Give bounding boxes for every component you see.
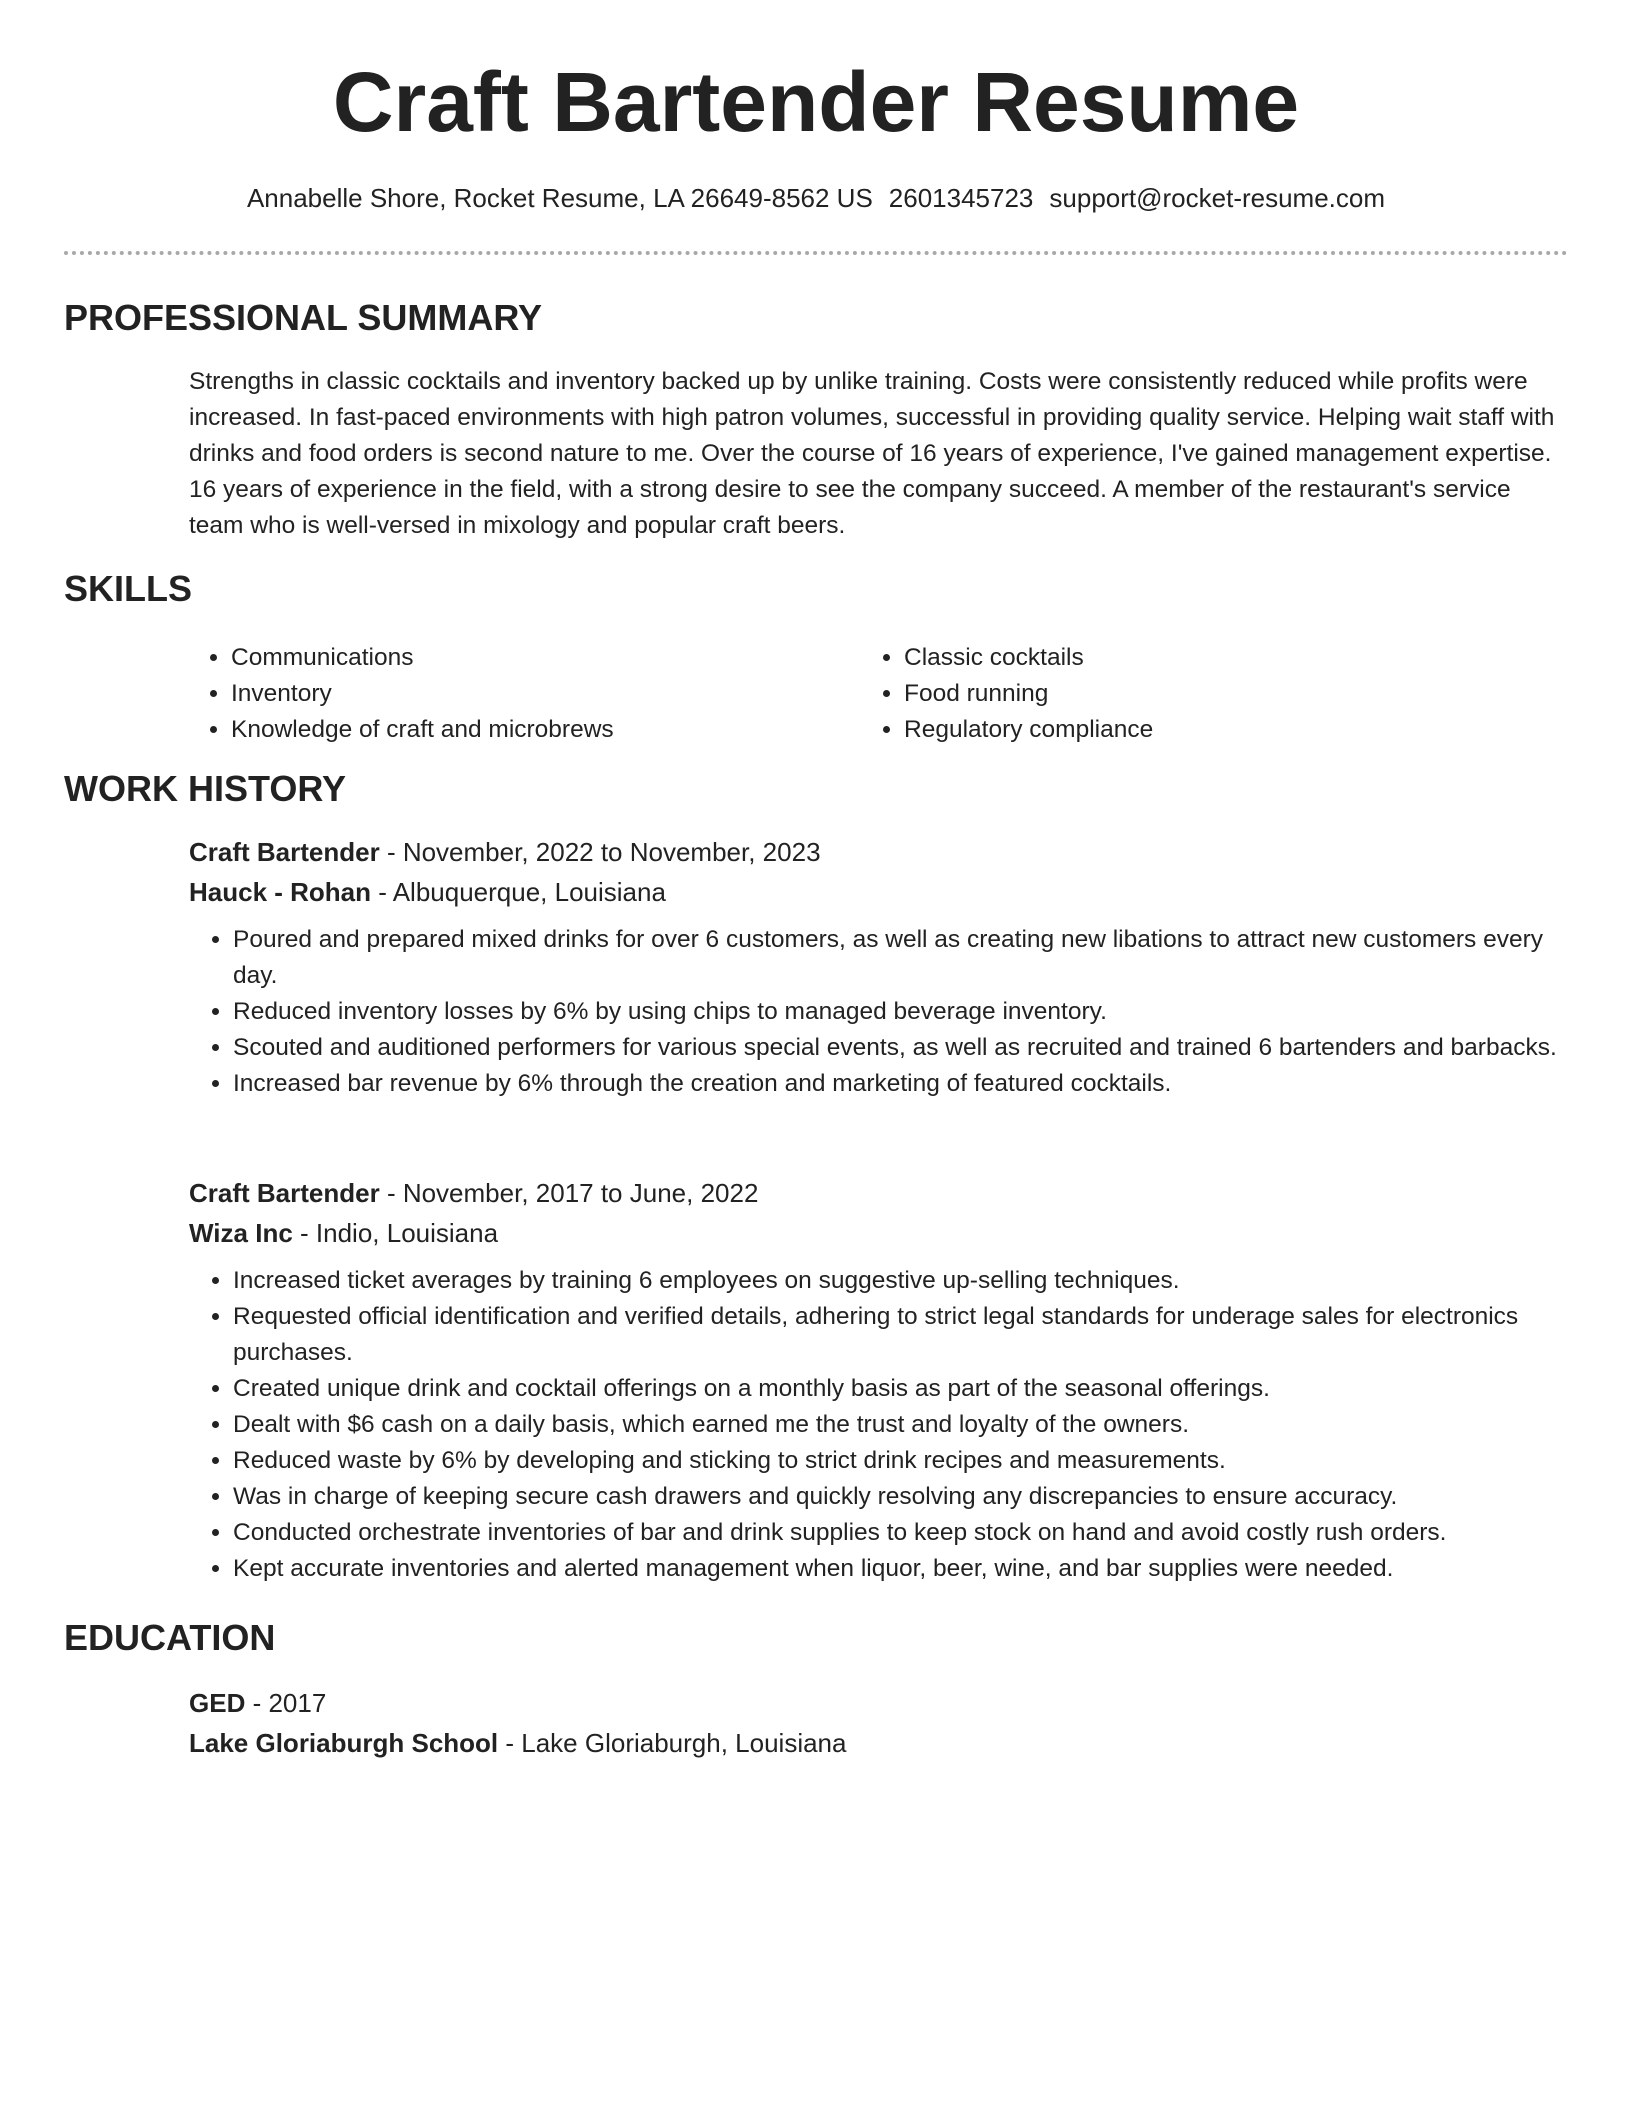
job-bullet: • Created unique drink and cocktail offerings on a monthly basis as part of the seasonal offerings. — [233, 1371, 1569, 1407]
job-dates: - November, 2022 to November, 2023 — [379, 837, 821, 867]
job-bullet: • Reduced waste by 6% by developing and sticking to strict drink recipes and measurements. — [233, 1443, 1569, 1479]
education-location: - Lake Gloriaburgh, Louisiana — [498, 1728, 847, 1758]
contact-line — [0, 180, 1632, 216]
skills-list-left — [187, 640, 851, 748]
job-title: Craft Bartender — [189, 1178, 380, 1208]
job-bullet: • Increased bar revenue by 6% through the creation and marketing of featured cocktails. — [233, 1066, 1569, 1102]
education-degree: GED — [189, 1688, 246, 1718]
skill-item: • Communications — [231, 640, 851, 676]
skills-list-right — [860, 640, 1544, 748]
education-degree-line — [189, 1683, 1569, 1723]
education-school: Lake Gloriaburgh School — [189, 1728, 499, 1758]
skill-item: • Knowledge of craft and microbrews — [231, 712, 851, 748]
job-location: - Albuquerque, Louisiana — [371, 877, 666, 907]
contact-phone: 2601345723 — [888, 183, 1034, 213]
job-entry — [189, 1173, 1569, 1587]
skills-heading: SKILLS — [64, 568, 193, 609]
job-company-line — [189, 1213, 1569, 1253]
contact-email: support@rocket-resume.com — [1049, 183, 1386, 213]
job-company: Hauck - Rohan — [189, 877, 372, 907]
skill-item: • Regulatory compliance — [904, 712, 1544, 748]
job-entry — [189, 832, 1569, 1102]
skill-item: • Inventory — [231, 676, 851, 712]
summary-text: Strengths in classic cocktails and inventory backed up by unlike training. Costs were consistently reduced while profits were increased. In fast-paced environments with high patron volumes, successful in providing quality service. Helping wait staff with drinks and food orders is second nature to me. Over the course of 16 years of experience, I've gained management expertise. 16 years of experience in the field, with a strong desire to see the company succeed. A member of the restaurant's service team who is well-versed in mixology and popular craft beers. — [189, 368, 1555, 539]
job-bullets — [189, 922, 1569, 1102]
job-title-line — [189, 1173, 1569, 1213]
job-dates: - November, 2017 to June, 2022 — [379, 1178, 759, 1208]
contact-address: Annabelle Shore, Rocket Resume, LA 26649-8562 US — [246, 183, 873, 213]
job-bullet: • Was in charge of keeping secure cash drawers and quickly resolving any discrepancies to ensure accuracy. — [233, 1479, 1569, 1515]
job-bullet: • Dealt with $6 cash on a daily basis, which earned me the trust and loyalty of the owners. — [233, 1407, 1569, 1443]
skill-item: • Food running — [904, 676, 1544, 712]
job-location: - Indio, Louisiana — [292, 1218, 499, 1248]
resume-title: Craft Bartender Resume — [332, 55, 1300, 149]
work-history-heading: WORK HISTORY — [64, 768, 347, 809]
summary-heading: PROFESSIONAL SUMMARY — [64, 297, 543, 338]
job-bullet: • Conducted orchestrate inventories of bar and drink supplies to keep stock on hand and avoid costly rush orders. — [233, 1515, 1569, 1551]
job-bullets — [189, 1263, 1569, 1587]
job-company: Wiza Inc — [189, 1218, 293, 1248]
job-bullet: • Poured and prepared mixed drinks for over 6 customers, as well as creating new libations to attract new customers every day. — [233, 922, 1569, 994]
skill-item: • Classic cocktails — [904, 640, 1544, 676]
job-bullet: • Kept accurate inventories and alerted management when liquor, beer, wine, and bar supplies were needed. — [233, 1551, 1569, 1587]
education-year: - 2017 — [245, 1688, 327, 1718]
job-bullet: • Reduced inventory losses by 6% by using chips to managed beverage inventory. — [233, 994, 1569, 1030]
job-bullet: • Increased ticket averages by training 6 employees on suggestive up-selling techniques. — [233, 1263, 1569, 1299]
job-title-line — [189, 832, 1569, 872]
job-company-line — [189, 872, 1569, 912]
education-heading: EDUCATION — [64, 1617, 276, 1658]
job-bullet: • Requested official identification and verified details, adhering to strict legal standards for underage sales for electronics purchases. — [233, 1299, 1569, 1371]
header-divider — [64, 251, 1568, 255]
education-school-line — [189, 1723, 1569, 1763]
job-title: Craft Bartender — [189, 837, 380, 867]
education-entry — [189, 1683, 1569, 1763]
job-bullet: • Scouted and auditioned performers for various special events, as well as recruited and trained 6 bartenders and barbacks. — [233, 1030, 1569, 1066]
